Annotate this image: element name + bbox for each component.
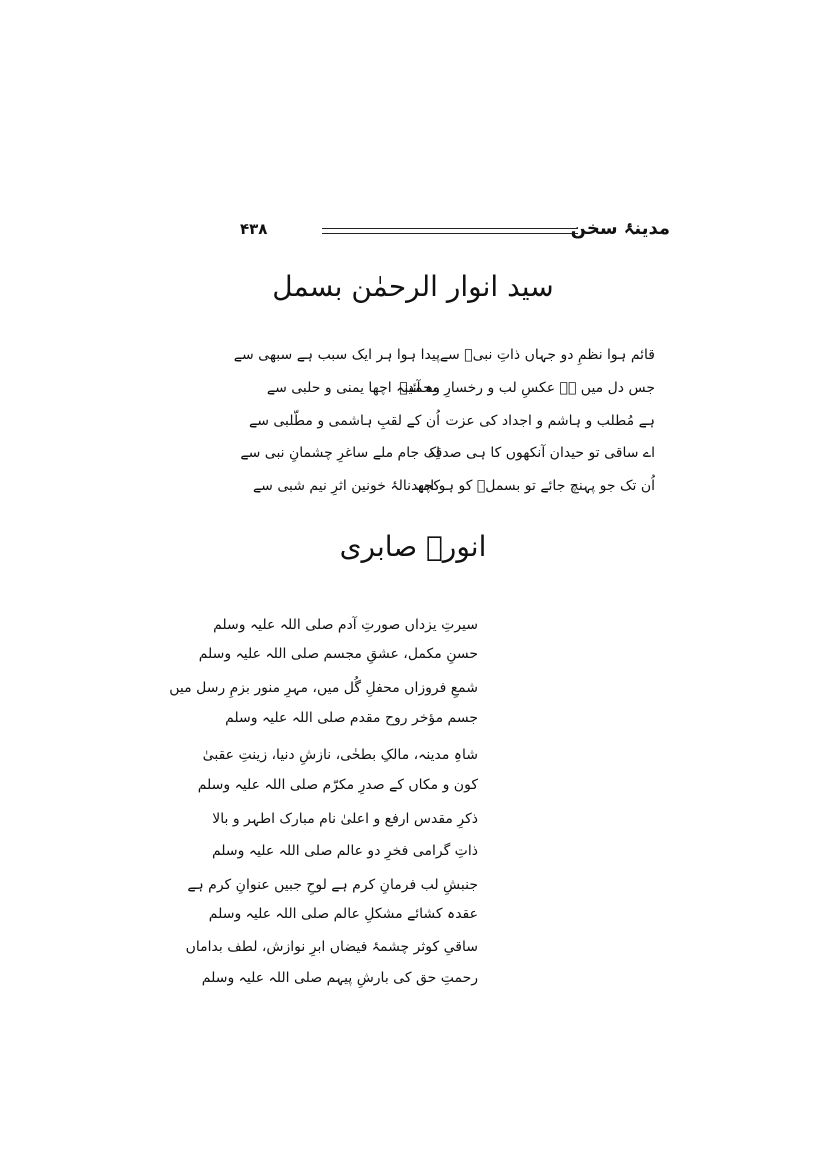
- verse-line: کون و مکاں کے صدرِ مکرّم صلی اللہ علیہ وسلم: [197, 777, 478, 793]
- verse-line: شمعِ فروزاں محفلِ گُل میں، مہرِ منور بزمِ رسل میں: [169, 680, 478, 696]
- poet-name: انورؔ صابری: [339, 530, 487, 563]
- page-number: ۴۳۸: [240, 220, 268, 238]
- verse-line: جنبشِ لب فرمانِ کرم ہے لوحِ جبیں عنوانِ کرم ہے: [187, 877, 478, 893]
- verse-line: جسم مؤخر روح مقدم صلی اللہ علیہ وسلم: [225, 710, 478, 726]
- verse-line: کچھ نالۂ خونین اثرِ نیم شبی سے: [252, 478, 440, 494]
- verse-line: ہے مُطلب و ہاشم و اجداد کی عزت: [445, 413, 655, 429]
- verse-line: سیرتِ یزداں صورتِ آدم صلی اللہ علیہ وسلم: [213, 617, 478, 633]
- verse-line: اِک جام ملے ساغرِ چشمانِ نبی سے: [240, 445, 440, 461]
- verse-line: اُن کے لقبِ ہاشمی و مطّلبی سے: [248, 413, 440, 429]
- verse-line: ذاتِ گرامی فخرِ دو عالم صلی اللہ علیہ وسلم: [211, 843, 478, 859]
- header-divider: [322, 228, 578, 234]
- verse-line: وہ آئینہ اچھا یمنی و حلبی سے: [266, 380, 440, 396]
- verse-line: پیدا ہوا ہر ایک سبب ہے سبھی سے: [233, 347, 440, 363]
- book-title: مدینۂ سخن: [570, 218, 670, 239]
- verse-line: عقدہ کشائے مشکلِ عالم صلی اللہ علیہ وسلم: [208, 906, 478, 922]
- verse-line: ذکرِ مقدس ارفع و اعلیٰ نام مبارک اطہر و بالا: [212, 811, 478, 827]
- verse-line: اُن تک جو پہنچ جائے تو بسملؔ کو ہو امید: [411, 478, 655, 494]
- verse-line: رحمتِ حق کی بارشِ پیہم صلی اللہ علیہ وسلم: [201, 970, 478, 986]
- verse-line: جس دل میں ہے عکسِ لب و رخسارِ محمدؐ: [399, 380, 655, 396]
- verse-line: ساقیِ کوثر چشمۂ فیضاں ابرِ نوازش، لطف بداماں: [185, 939, 478, 955]
- verse-line: اے ساقی تو حیدان آنکھوں کا ہی صدقہ: [427, 445, 655, 461]
- verse-line: قائم ہوا نظمِ دو جہاں ذاتِ نبیؐ سے: [439, 347, 655, 363]
- poet-name: سید انوار الرحمٰن بسمل: [272, 270, 554, 303]
- verse-line: حسنِ مکمل، عشقِ مجسم صلی اللہ علیہ وسلم: [198, 646, 478, 662]
- verse-line: شاہِ مدینہ، مالکِ بطحٰی، نازشِ دنیا، زینتِ عقبیٰ: [202, 747, 478, 763]
